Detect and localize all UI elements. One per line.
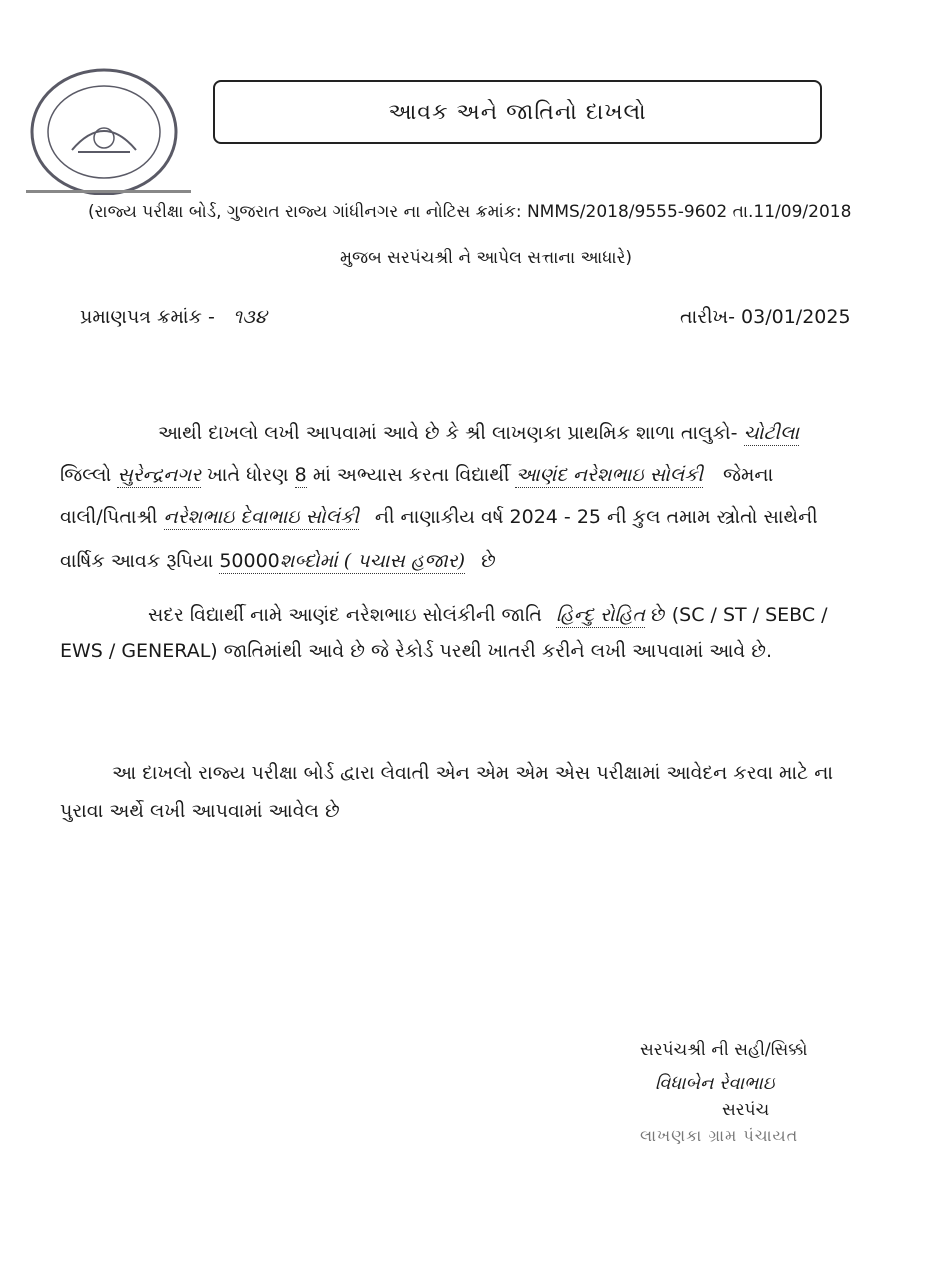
income-in-words: શબ્દોમાં ( પચાસ હજાર) xyxy=(279,550,466,572)
para1-text: જિલ્લો xyxy=(60,464,112,486)
para1-line2 xyxy=(60,464,773,486)
para3-line1: આ દાખલો રાજ્ય પરીક્ષા બોર્ડ દ્વારા લેવાતી એન એમ એમ એસ પરીક્ષામાં આવેદન કરવા માટે ના xyxy=(112,762,834,784)
para1-text: છે xyxy=(481,550,496,572)
panchayat-stamp xyxy=(12,40,192,195)
signature-label: સરપંચશ્રી ની સહી/સિક્કો xyxy=(640,1040,808,1060)
para2-text: છે (SC / ST / SEBC / xyxy=(651,604,828,626)
certificate-title xyxy=(213,80,822,144)
district-value: સુરેન્દ્રનગર xyxy=(117,464,202,486)
para1-text: માં અભ્યાસ કરતા વિદ્યાર્થી xyxy=(312,464,510,486)
taluka-value: ચોટીલા xyxy=(743,422,800,444)
notice-line-1: (રાજ્ય પરીક્ષા બોર્ડ, ગુજરાત રાજ્ય ગાંધીનગર ના નોટિસ ક્રમાંક: NMMS/2018/9555-9602 તા.11/09/2018 xyxy=(88,202,852,222)
para1-text: ની નાણાકીય વર્ષ 2024 - 25 ની કુલ તમામ સ્ત્રોતો સાથેની xyxy=(374,506,818,528)
sarpanch-designation: સરપંચ xyxy=(722,1100,770,1120)
income-amount: 50000 xyxy=(219,550,280,572)
guardian-name: નરેશભાઇ દેવાભાઇ સોલંકી xyxy=(163,506,359,528)
para1-line1 xyxy=(158,422,799,444)
certificate-date xyxy=(680,306,851,328)
sarpanch-signature: વિધાબેન રેવાભાઇ xyxy=(655,1073,775,1094)
para1-line4 xyxy=(60,550,496,572)
para1-text: વાલી/પિતાશ્રી xyxy=(60,506,158,528)
para1-text: વાર્ષિક આવક રૂપિયા xyxy=(60,550,214,572)
certificate-number-label: પ્રમાણપત્ર ક્રમાંક - xyxy=(80,306,215,328)
title-text: આવક અને જાતિનો દાખલો xyxy=(388,99,647,125)
caste-value: હિન્દુ રોહિત xyxy=(555,604,645,626)
date-label: તારીખ- xyxy=(680,306,735,328)
para2-line1 xyxy=(148,604,828,626)
para2-line2: EWS / GENERAL) જાતિમાંથી આવે છે જે રેકોર્ડ પરથી ખાતરી કરીને લખી આપવામાં આવે છે. xyxy=(60,640,773,662)
para1-text: જેમના xyxy=(723,464,774,486)
para1-text: આથી દાખલો લખી આપવામાં આવે છે કે શ્રી લાખણકા પ્રાથમિક શાળા તાલુકો- xyxy=(158,422,738,444)
para1-text: ખાતે ધોરણ xyxy=(207,464,289,486)
panchayat-seal-text: લાખણકા ગ્રામ પંચાયત xyxy=(640,1126,799,1145)
para3-line2: પુરાવા અર્થે લખી આપવામાં આવેલ છે xyxy=(60,800,340,822)
certificate-number xyxy=(80,306,267,328)
para1-line3 xyxy=(60,506,818,528)
date-value: 03/01/2025 xyxy=(741,306,851,328)
notice-line-2: મુજબ સરપંચશ્રી ને આપેલ સત્તાના આધારે) xyxy=(340,248,632,268)
standard-value: 8 xyxy=(294,464,307,486)
student-name: આણંદ નરેશભાઇ સોલંકી xyxy=(515,464,703,486)
certificate-number-value: ૧૩૪ xyxy=(232,306,267,328)
para2-text: સદર વિદ્યાર્થી નામે આણંદ નરેશભાઇ સોલંકીની જાતિ xyxy=(148,604,542,626)
